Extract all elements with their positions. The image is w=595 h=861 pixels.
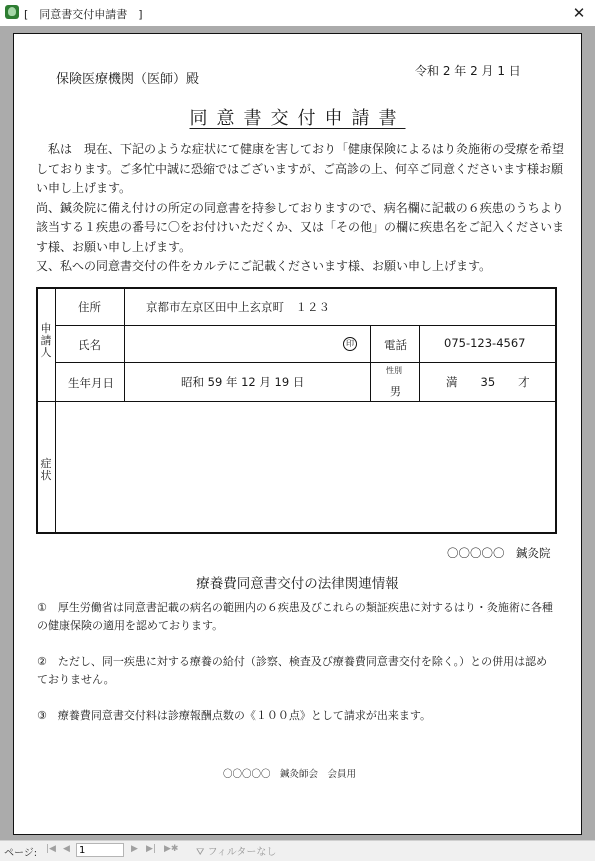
applicant-table <box>36 287 557 534</box>
document-date: 令和 2 年 2 月 1 日 <box>415 64 521 78</box>
seal-mark: 印 <box>343 337 357 351</box>
address-value: 京都市左京区田中上玄京町 １２３ <box>146 300 330 314</box>
request-paragraph: 尚、鍼灸院に備え付けの所定の同意書を持参しておりますので、病名欄に記載の６疾患のうちより該当する１疾患の番号に〇をお付けいただくか、又は「その他」の欄に疾患名をご記入くださいます様、お願い申し上げます。 <box>36 200 565 254</box>
age-value: 満 35 才 <box>446 375 530 389</box>
addressee: 保険医療機関（医師）殿 <box>56 72 200 87</box>
filter-icon: ⛛ <box>196 847 205 858</box>
birth-date-value: 昭和 59 年 12 月 19 日 <box>181 375 305 389</box>
name-label: 氏名 <box>78 338 101 352</box>
symptoms-label: 症状 <box>40 457 52 482</box>
next-page-button[interactable]: ▶ <box>131 844 138 854</box>
close-button[interactable]: ✕ <box>572 4 586 22</box>
phone-value: 075-123-4567 <box>444 336 526 350</box>
app-icon <box>5 5 19 19</box>
sex-label: 性別 <box>386 366 402 375</box>
legal-info-title: 療養費同意書交付の法律関連情報 <box>196 576 399 592</box>
address-label: 住所 <box>78 300 101 314</box>
clinic-name: 〇〇〇〇〇 鍼灸院 <box>447 546 551 560</box>
request-paragraph: 又、私への同意書交付の件をカルテにご記載くださいます様、お願い申し上げます。 <box>36 259 492 273</box>
page-label: ページ: <box>4 848 38 859</box>
filter-label: フィルターなし <box>207 847 277 858</box>
request-body <box>36 140 564 277</box>
request-paragraph: 私は 現在、下記のような症状にて健康を害しており「健康保険によるはり灸施術の受療を希望しております。ご多忙中誠に恐縮ではございますが、ご高診の上、何卒ご同意くださいます様お願い申し上げます。 <box>36 142 565 195</box>
legal-item: ① 厚生労働省は同意書記載の病名の範囲内の６疾患及びこれらの類証疾患に対するはり・灸施術に各種の健康保険の適用を認めております。 <box>37 601 553 632</box>
legal-item: ③ 療養費同意書交付料は診療報酬点数の《１００点》として請求が出来ます。 <box>37 709 431 722</box>
applicant-section-label: 申請人 <box>40 322 52 359</box>
title-bar <box>0 0 595 27</box>
filter-toggle[interactable] <box>196 843 276 858</box>
previous-page-button[interactable]: ◀ <box>63 844 70 854</box>
sex-value: 男 <box>390 385 401 398</box>
document-title: 同意書交付申請書 <box>189 108 406 129</box>
report-viewer[interactable] <box>0 26 595 840</box>
first-page-button[interactable]: |◀ <box>46 844 56 854</box>
last-page-button[interactable]: ▶| <box>146 844 156 854</box>
birth-date-label: 生年月日 <box>68 376 114 390</box>
page-number-input[interactable] <box>76 843 124 857</box>
new-record-button[interactable]: ▶✱ <box>164 844 179 854</box>
association-footer: 〇〇〇〇〇 鍼灸師会 会員用 <box>223 769 357 780</box>
status-bar <box>0 840 595 861</box>
phone-label: 電話 <box>384 338 407 352</box>
legal-item: ② ただし、同一疾患に対する療養の給付（診察、検査及び療養費同意書交付を除く。）との併用は認めておりません。 <box>37 655 548 686</box>
report-page <box>13 33 582 835</box>
window-title: [ 同意書交付申請書 ] <box>24 8 143 21</box>
